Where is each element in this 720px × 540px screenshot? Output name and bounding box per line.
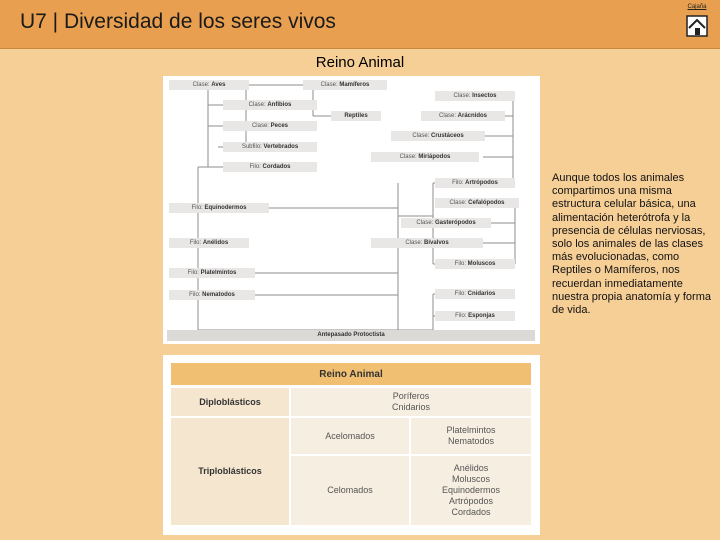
table-title: Reino Animal	[171, 363, 531, 385]
node-anfibios: Clase: Anfibios	[223, 100, 317, 110]
header-bar	[0, 0, 720, 49]
description-text: Aunque todos los animales compartimos una misma estructura celular básica, una alimentación heterótrofa y la presencia de células nerviosas, solo los animales de las clases más evolucionadas, como Reptiles o Mamíferos, nos recuerdan inmediatamente nuestra propia anatomía y forma de vida.	[552, 172, 711, 317]
acelomados-groups	[411, 418, 531, 454]
diploblasticos-label: Diploblásticos	[171, 388, 289, 416]
group-poriferos: Poríferos	[392, 391, 430, 401]
node-nematodos: Filo: Nematodos	[169, 290, 255, 300]
node-miriapodos: Clase: Miriápodos	[371, 152, 479, 162]
classification-table	[163, 355, 540, 535]
group-nematodos: Nematodos	[447, 436, 495, 446]
node-bivalvos: Clase: Bivalvos	[371, 238, 483, 248]
phylogenetic-tree	[163, 76, 540, 344]
celomados-label: Celomados	[291, 456, 409, 525]
group-cordados: Cordados	[451, 507, 491, 517]
house-icon	[684, 4, 710, 38]
group-platelmintos: Platelmintos	[446, 425, 496, 435]
node-esponjas: Filo: Esponjas	[435, 311, 515, 321]
node-cefalopodos: Clase: Cefalópodos	[435, 198, 519, 208]
node-aracnidos: Clase: Arácnidos	[421, 111, 505, 121]
logo-text: Cajaña	[687, 4, 707, 10]
node-insectos: Clase: Insectos	[435, 91, 515, 101]
acelomados-label: Acelomados	[291, 418, 409, 454]
group-artropodos: Artrópodos	[448, 496, 494, 506]
node-artropodos: Filo: Artrópodos	[435, 178, 515, 188]
node-vertebrados: Subfilo: Vertebrados	[223, 142, 317, 152]
node-cordados: Filo: Cordados	[223, 162, 317, 172]
node-equinodermos: Filo: Equinodermos	[169, 203, 269, 213]
triploblasticos-label: Triploblásticos	[171, 418, 289, 525]
node-aves: Clase: Aves	[169, 80, 249, 90]
publisher-logo[interactable]	[684, 4, 710, 38]
diploblasticos-groups	[291, 388, 531, 416]
node-reptiles: Reptiles	[331, 111, 381, 121]
node-platelmintos: Filo: Platelmintos	[169, 268, 255, 278]
group-anelidos: Anélidos	[453, 463, 489, 473]
node-moluscos: Filo: Moluscos	[435, 259, 515, 269]
node-gasteropodos: Clase: Gasterópodos	[401, 218, 491, 228]
node-mamiferos: Clase: Mamíferos	[303, 80, 387, 90]
celomados-groups	[411, 456, 531, 525]
group-moluscos: Moluscos	[451, 474, 490, 484]
node-anelidos: Filo: Anélidos	[169, 238, 249, 248]
node-crustaceos: Clase: Crustáceos	[391, 131, 485, 141]
node-peces: Clase: Peces	[223, 121, 317, 131]
section-subtitle: Reino Animal	[315, 54, 405, 71]
node-cnidarios: Filo: Cnidarios	[435, 289, 515, 299]
group-equinodermos: Equinodermos	[441, 485, 501, 495]
node-root-ancestor: Antepasado Protoctista	[167, 330, 535, 341]
group-cnidarios: Cnidarios	[391, 402, 431, 412]
page-title: U7 | Diversidad de los seres vivos	[20, 10, 336, 33]
